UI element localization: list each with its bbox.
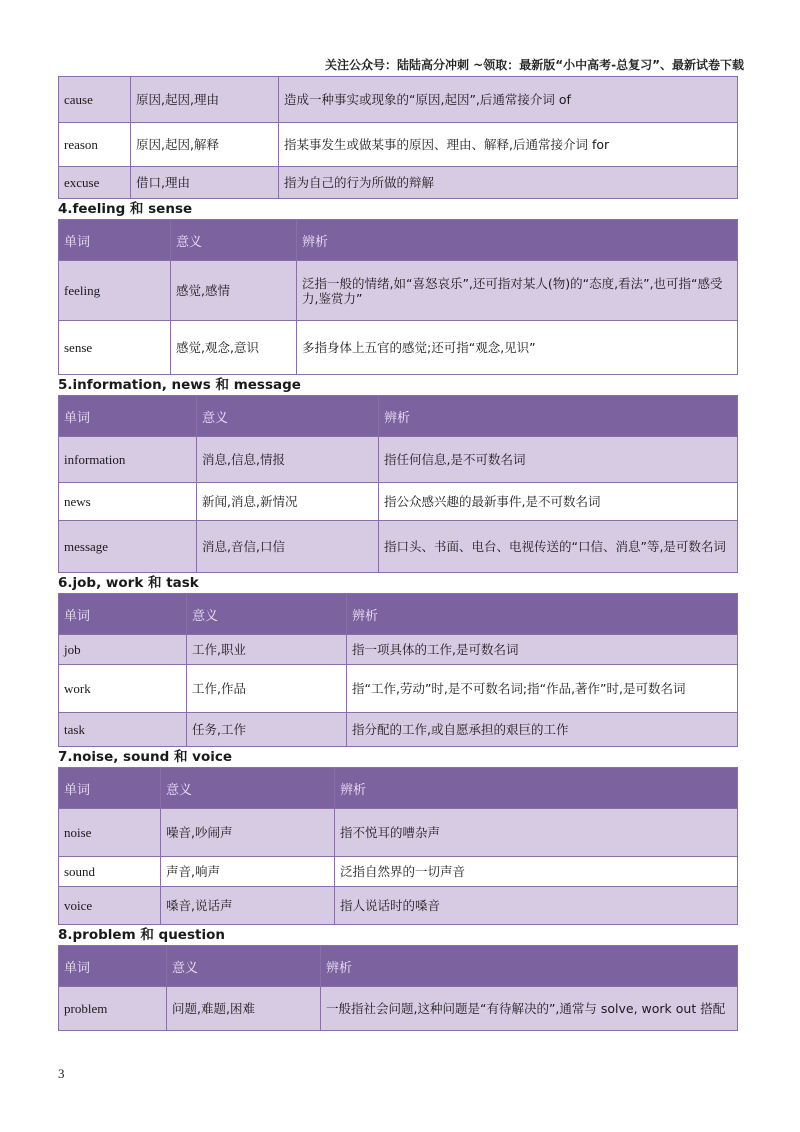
table-row <box>59 483 738 521</box>
table-header-row <box>59 594 738 635</box>
table-row <box>59 809 738 857</box>
analysis-cell: 指某事发生或做某事的原因、理由、解释,后通常接介词 for <box>279 123 738 167</box>
header-analysis: 辨析 <box>347 594 738 635</box>
meaning-cell: 消息,信息,情报 <box>197 437 379 483</box>
header-meaning: 意义 <box>167 946 321 987</box>
header-meaning: 意义 <box>187 594 347 635</box>
meaning-cell: 工作,职业 <box>187 635 347 665</box>
word-cell: task <box>59 713 187 747</box>
section-title: 8.problem 和 question <box>58 927 225 943</box>
problem-question-table <box>58 945 738 1031</box>
noise-sound-voice-table <box>58 767 738 925</box>
word-cell: sense <box>59 321 171 375</box>
section-title: 4.feeling 和 sense <box>58 201 193 217</box>
analysis-cell: 指分配的工作,或自愿承担的艰巨的工作 <box>347 713 738 747</box>
meaning-cell: 原因,起因,理由 <box>131 77 279 123</box>
analysis-cell: 一般指社会问题,这种问题是“有待解决的”,通常与 solve, work out 搭配 <box>321 987 738 1031</box>
table-header-row <box>59 768 738 809</box>
meaning-cell: 消息,音信,口信 <box>197 521 379 573</box>
analysis-cell: 泛指一般的情绪,如“喜怒哀乐”,还可指对某人(物)的“态度,看法”,也可指“感受力,鉴赏力” <box>297 261 738 321</box>
analysis-cell: 指不悦耳的嘈杂声 <box>335 809 738 857</box>
table-row <box>59 77 738 123</box>
analysis-cell: 指“工作,劳动”时,是不可数名词;指“作品,著作”时,是可数名词 <box>347 665 738 713</box>
word-cell: job <box>59 635 187 665</box>
header-word: 单词 <box>59 768 161 809</box>
header-meaning: 意义 <box>197 396 379 437</box>
table-row <box>59 123 738 167</box>
meaning-cell: 借口,理由 <box>131 167 279 199</box>
header-analysis: 辨析 <box>335 768 738 809</box>
header-word: 单词 <box>59 396 197 437</box>
section-title: 7.noise, sound 和 voice <box>58 749 233 765</box>
table-row <box>59 857 738 887</box>
section-title: 6.job, work 和 task <box>58 575 199 591</box>
word-cell: reason <box>59 123 131 167</box>
meaning-cell: 感觉,感情 <box>171 261 297 321</box>
word-cell: message <box>59 521 197 573</box>
feeling-sense-table <box>58 219 738 375</box>
word-cell: cause <box>59 77 131 123</box>
analysis-cell: 指人说话时的嗓音 <box>335 887 738 925</box>
table-row <box>59 713 738 747</box>
page-header: 关注公众号：陆陆高分冲刺 ~领取：最新版“小中高考-总复习”、最新试卷下载 <box>325 58 744 72</box>
table-row <box>59 321 738 375</box>
analysis-cell: 指任何信息,是不可数名词 <box>379 437 738 483</box>
header-analysis: 辨析 <box>379 396 738 437</box>
table-header-row <box>59 220 738 261</box>
analysis-cell: 多指身体上五官的感觉;还可指“观念,见识” <box>297 321 738 375</box>
header-word: 单词 <box>59 220 171 261</box>
table-header-row <box>59 946 738 987</box>
meaning-cell: 工作,作品 <box>187 665 347 713</box>
word-cell: information <box>59 437 197 483</box>
table-row <box>59 521 738 573</box>
word-cell: problem <box>59 987 167 1031</box>
header-analysis: 辨析 <box>321 946 738 987</box>
meaning-cell: 声音,响声 <box>161 857 335 887</box>
header-word: 单词 <box>59 946 167 987</box>
table-row <box>59 887 738 925</box>
header-analysis: 辨析 <box>297 220 738 261</box>
table-row <box>59 987 738 1031</box>
word-cell: work <box>59 665 187 713</box>
meaning-cell: 噪音,吵闹声 <box>161 809 335 857</box>
analysis-cell: 造成一种事实或现象的“原因,起因”,后通常接介词 of <box>279 77 738 123</box>
meaning-cell: 任务,工作 <box>187 713 347 747</box>
analysis-cell: 泛指自然界的一切声音 <box>335 857 738 887</box>
analysis-cell: 指口头、书面、电台、电视传送的“口信、消息”等,是可数名词 <box>379 521 738 573</box>
header-meaning: 意义 <box>171 220 297 261</box>
word-cell: excuse <box>59 167 131 199</box>
analysis-cell: 指为自己的行为所做的辩解 <box>279 167 738 199</box>
header-meaning: 意义 <box>161 768 335 809</box>
table-row <box>59 665 738 713</box>
section-title: 5.information, news 和 message <box>58 377 301 393</box>
table-row <box>59 167 738 199</box>
meaning-cell: 嗓音,说话声 <box>161 887 335 925</box>
word-cell: news <box>59 483 197 521</box>
page-content <box>58 76 738 1031</box>
word-cell: sound <box>59 857 161 887</box>
analysis-cell: 指公众感兴趣的最新事件,是不可数名词 <box>379 483 738 521</box>
word-cell: noise <box>59 809 161 857</box>
job-work-task-table <box>58 593 738 747</box>
word-cell: feeling <box>59 261 171 321</box>
table-row <box>59 635 738 665</box>
word-cell: voice <box>59 887 161 925</box>
header-word: 单词 <box>59 594 187 635</box>
table-header-row <box>59 396 738 437</box>
information-news-message-table <box>58 395 738 573</box>
table-row <box>59 437 738 483</box>
meaning-cell: 感觉,观念,意识 <box>171 321 297 375</box>
cause-reason-excuse-table <box>58 76 738 199</box>
page-number: 3 <box>58 1066 65 1081</box>
meaning-cell: 新闻,消息,新情况 <box>197 483 379 521</box>
meaning-cell: 原因,起因,解释 <box>131 123 279 167</box>
table-row <box>59 261 738 321</box>
analysis-cell: 指一项具体的工作,是可数名词 <box>347 635 738 665</box>
meaning-cell: 问题,难题,困难 <box>167 987 321 1031</box>
